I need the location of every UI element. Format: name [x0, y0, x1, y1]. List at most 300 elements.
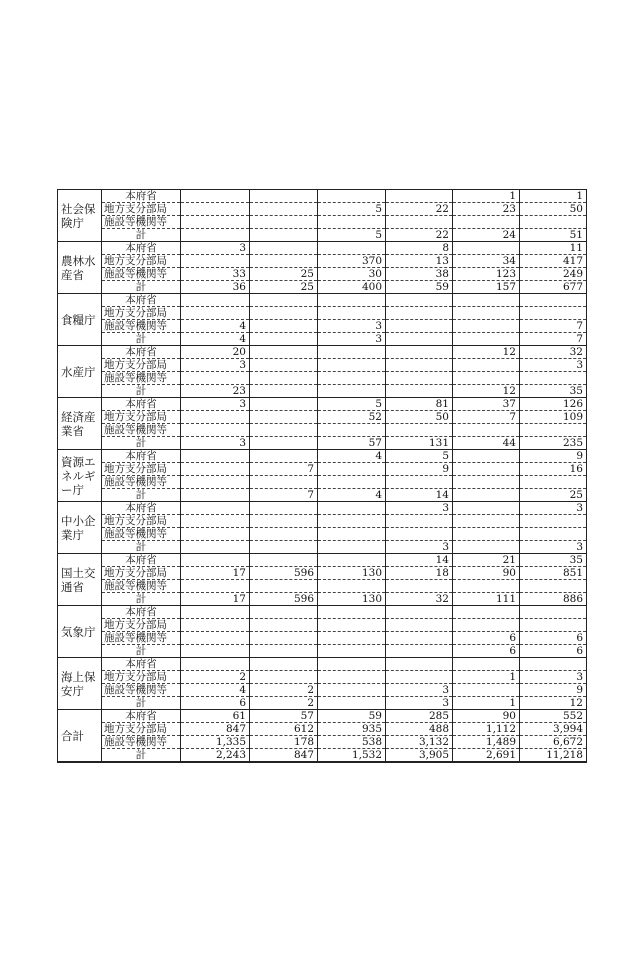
value-cell: 3 [520, 671, 587, 684]
table-row [58, 671, 587, 684]
value-cell [520, 515, 587, 528]
value-cell: 1 [453, 697, 520, 710]
category-cell: 施設等機関等 [102, 580, 181, 593]
value-cell: 130 [318, 567, 386, 580]
value-cell: 488 [386, 723, 453, 736]
value-cell [453, 606, 520, 619]
value-cell: 11 [520, 242, 587, 255]
value-cell [318, 190, 386, 203]
value-cell [318, 645, 386, 658]
value-cell: 35 [520, 554, 587, 567]
table-row [58, 697, 587, 710]
category-cell: 施設等機関等 [102, 684, 181, 697]
value-cell: 538 [318, 736, 386, 749]
table-row [58, 736, 587, 749]
value-cell [250, 372, 318, 385]
value-cell: 400 [318, 281, 386, 294]
value-cell [453, 463, 520, 476]
org-name-cell: 気象庁 [58, 606, 102, 658]
value-cell: 552 [520, 710, 587, 723]
table-row [58, 645, 587, 658]
value-cell: 612 [250, 723, 318, 736]
value-cell [453, 528, 520, 541]
value-cell [453, 515, 520, 528]
value-cell: 61 [181, 710, 250, 723]
value-cell: 3 [318, 333, 386, 346]
data-table [57, 189, 587, 763]
value-cell: 3 [386, 502, 453, 515]
value-cell [181, 645, 250, 658]
value-cell: 50 [386, 411, 453, 424]
value-cell [520, 372, 587, 385]
value-cell [386, 658, 453, 671]
value-cell [318, 385, 386, 398]
category-cell: 本府省 [102, 190, 181, 203]
value-cell [318, 502, 386, 515]
category-cell: 地方支分部局 [102, 515, 181, 528]
category-cell: 施設等機関等 [102, 632, 181, 645]
table-row [58, 658, 587, 671]
value-cell [181, 619, 250, 632]
value-cell: 3 [181, 437, 250, 450]
category-cell: 本府省 [102, 658, 181, 671]
value-cell: 4 [318, 489, 386, 502]
value-cell [181, 203, 250, 216]
value-cell [520, 528, 587, 541]
value-cell: 9 [520, 450, 587, 463]
value-cell [520, 476, 587, 489]
table-row [58, 632, 587, 645]
table-row [58, 346, 587, 359]
value-cell [318, 294, 386, 307]
value-cell [318, 697, 386, 710]
value-cell [453, 619, 520, 632]
value-cell: 130 [318, 593, 386, 606]
table-row [58, 424, 587, 437]
table-row [58, 528, 587, 541]
value-cell: 7 [520, 320, 587, 333]
value-cell [250, 502, 318, 515]
category-cell: 本府省 [102, 346, 181, 359]
value-cell: 178 [250, 736, 318, 749]
value-cell [318, 658, 386, 671]
value-cell [181, 502, 250, 515]
value-cell: 12 [453, 385, 520, 398]
value-cell [250, 437, 318, 450]
value-cell: 14 [386, 554, 453, 567]
value-cell [318, 346, 386, 359]
table-row [58, 320, 587, 333]
value-cell [181, 190, 250, 203]
value-cell: 2 [250, 684, 318, 697]
category-cell: 地方支分部局 [102, 411, 181, 424]
org-name-cell: 食糧庁 [58, 294, 102, 346]
category-cell: 本府省 [102, 710, 181, 723]
org-name-cell: 経済産業省 [58, 398, 102, 450]
value-cell: 23 [181, 385, 250, 398]
value-cell: 12 [453, 346, 520, 359]
value-cell [453, 359, 520, 372]
value-cell: 22 [386, 229, 453, 242]
table-body [58, 190, 587, 763]
value-cell [386, 359, 453, 372]
category-cell: 本府省 [102, 554, 181, 567]
value-cell: 23 [453, 203, 520, 216]
value-cell: 596 [250, 593, 318, 606]
value-cell: 285 [386, 710, 453, 723]
value-cell: 25 [250, 268, 318, 281]
category-cell: 施設等機関等 [102, 424, 181, 437]
value-cell: 51 [520, 229, 587, 242]
value-cell [318, 242, 386, 255]
value-cell: 7 [520, 333, 587, 346]
value-cell: 30 [318, 268, 386, 281]
value-cell: 596 [250, 567, 318, 580]
value-cell: 4 [318, 450, 386, 463]
value-cell [318, 554, 386, 567]
value-cell: 2,691 [453, 749, 520, 763]
value-cell [250, 359, 318, 372]
value-cell [386, 385, 453, 398]
value-cell: 59 [386, 281, 453, 294]
category-cell: 地方支分部局 [102, 359, 181, 372]
value-cell [453, 476, 520, 489]
value-cell [250, 294, 318, 307]
category-cell: 地方支分部局 [102, 619, 181, 632]
org-name-cell: 海上保安庁 [58, 658, 102, 710]
value-cell [453, 424, 520, 437]
value-cell: 6 [453, 645, 520, 658]
value-cell: 109 [520, 411, 587, 424]
value-cell [250, 528, 318, 541]
category-cell: 地方支分部局 [102, 567, 181, 580]
value-cell [181, 476, 250, 489]
table-row [58, 684, 587, 697]
value-cell [250, 190, 318, 203]
value-cell [250, 671, 318, 684]
value-cell [386, 619, 453, 632]
value-cell [386, 580, 453, 593]
value-cell: 3 [318, 320, 386, 333]
value-cell [453, 450, 520, 463]
value-cell: 370 [318, 255, 386, 268]
value-cell: 16 [520, 463, 587, 476]
value-cell [453, 658, 520, 671]
value-cell: 24 [453, 229, 520, 242]
value-cell [318, 632, 386, 645]
value-cell [386, 346, 453, 359]
value-cell [386, 294, 453, 307]
value-cell: 21 [453, 554, 520, 567]
table-row [58, 268, 587, 281]
value-cell [250, 632, 318, 645]
value-cell [181, 229, 250, 242]
table-row [58, 554, 587, 567]
value-cell: 3 [386, 684, 453, 697]
value-cell [181, 632, 250, 645]
value-cell [386, 671, 453, 684]
value-cell: 235 [520, 437, 587, 450]
value-cell [386, 372, 453, 385]
value-cell: 44 [453, 437, 520, 450]
value-cell: 7 [250, 463, 318, 476]
value-cell: 20 [181, 346, 250, 359]
category-cell: 計 [102, 333, 181, 346]
value-cell [250, 476, 318, 489]
table-row [58, 749, 587, 763]
value-cell [250, 541, 318, 554]
value-cell [520, 216, 587, 229]
value-cell: 57 [318, 437, 386, 450]
value-cell [386, 645, 453, 658]
value-cell: 52 [318, 411, 386, 424]
value-cell: 131 [386, 437, 453, 450]
table-row [58, 216, 587, 229]
value-cell [453, 502, 520, 515]
table-row [58, 190, 587, 203]
value-cell [386, 515, 453, 528]
value-cell: 847 [250, 749, 318, 763]
org-name-cell: 社会保険庁 [58, 190, 102, 242]
value-cell [181, 450, 250, 463]
category-cell: 本府省 [102, 450, 181, 463]
value-cell [318, 619, 386, 632]
table-row [58, 229, 587, 242]
value-cell [318, 463, 386, 476]
value-cell [386, 476, 453, 489]
value-cell: 5 [318, 398, 386, 411]
value-cell: 9 [520, 684, 587, 697]
value-cell [453, 294, 520, 307]
table-row [58, 619, 587, 632]
value-cell [250, 203, 318, 216]
category-cell: 計 [102, 437, 181, 450]
table-row [58, 515, 587, 528]
value-cell [318, 515, 386, 528]
category-cell: 施設等機関等 [102, 216, 181, 229]
value-cell: 25 [250, 281, 318, 294]
table-row [58, 489, 587, 502]
value-cell [520, 580, 587, 593]
value-cell [250, 515, 318, 528]
value-cell: 37 [453, 398, 520, 411]
value-cell [250, 619, 318, 632]
value-cell [181, 528, 250, 541]
value-cell [250, 658, 318, 671]
value-cell: 90 [453, 710, 520, 723]
value-cell: 59 [318, 710, 386, 723]
value-cell [250, 450, 318, 463]
value-cell [520, 619, 587, 632]
value-cell [453, 372, 520, 385]
value-cell [181, 515, 250, 528]
table-row [58, 502, 587, 515]
value-cell [386, 320, 453, 333]
value-cell: 32 [386, 593, 453, 606]
category-cell: 施設等機関等 [102, 528, 181, 541]
value-cell: 25 [520, 489, 587, 502]
value-cell: 5 [386, 450, 453, 463]
value-cell: 38 [386, 268, 453, 281]
value-cell: 17 [181, 567, 250, 580]
value-cell [181, 554, 250, 567]
category-cell: 施設等機関等 [102, 372, 181, 385]
category-cell: 本府省 [102, 398, 181, 411]
value-cell [250, 580, 318, 593]
value-cell [250, 255, 318, 268]
value-cell: 1,335 [181, 736, 250, 749]
value-cell [250, 229, 318, 242]
category-cell: 計 [102, 541, 181, 554]
value-cell [453, 684, 520, 697]
category-cell: 本府省 [102, 294, 181, 307]
value-cell [520, 294, 587, 307]
category-cell: 地方支分部局 [102, 255, 181, 268]
value-cell: 33 [181, 268, 250, 281]
category-cell: 施設等機関等 [102, 320, 181, 333]
value-cell: 157 [453, 281, 520, 294]
value-cell [318, 372, 386, 385]
value-cell [318, 541, 386, 554]
value-cell: 3,905 [386, 749, 453, 763]
category-cell: 地方支分部局 [102, 203, 181, 216]
value-cell [453, 580, 520, 593]
value-cell [386, 528, 453, 541]
value-cell: 32 [520, 346, 587, 359]
value-cell: 1 [453, 190, 520, 203]
category-cell: 計 [102, 749, 181, 763]
category-cell: 地方支分部局 [102, 723, 181, 736]
value-cell: 6 [520, 632, 587, 645]
category-cell: 計 [102, 385, 181, 398]
table-row [58, 281, 587, 294]
value-cell [250, 242, 318, 255]
value-cell [318, 684, 386, 697]
org-name-cell: 合計 [58, 710, 102, 763]
value-cell [181, 411, 250, 424]
value-cell: 249 [520, 268, 587, 281]
value-cell [250, 307, 318, 320]
value-cell: 126 [520, 398, 587, 411]
value-cell [453, 541, 520, 554]
value-cell: 1,532 [318, 749, 386, 763]
value-cell [250, 424, 318, 437]
value-cell [318, 476, 386, 489]
value-cell [453, 333, 520, 346]
value-cell [318, 606, 386, 619]
table-row [58, 333, 587, 346]
value-cell [181, 294, 250, 307]
value-cell [453, 307, 520, 320]
org-name-cell: 水産庁 [58, 346, 102, 398]
value-cell [181, 489, 250, 502]
value-cell: 417 [520, 255, 587, 268]
value-cell: 3 [181, 398, 250, 411]
category-cell: 施設等機関等 [102, 476, 181, 489]
value-cell [386, 216, 453, 229]
value-cell: 3 [520, 541, 587, 554]
table-row [58, 359, 587, 372]
category-cell: 計 [102, 281, 181, 294]
value-cell [250, 346, 318, 359]
table-row [58, 567, 587, 580]
value-cell: 14 [386, 489, 453, 502]
category-cell: 計 [102, 697, 181, 710]
value-cell: 6 [181, 697, 250, 710]
value-cell [520, 307, 587, 320]
value-cell [386, 632, 453, 645]
category-cell: 計 [102, 593, 181, 606]
value-cell: 851 [520, 567, 587, 580]
table-row [58, 476, 587, 489]
value-cell: 2 [181, 671, 250, 684]
value-cell: 36 [181, 281, 250, 294]
category-cell: 計 [102, 229, 181, 242]
value-cell: 12 [520, 697, 587, 710]
value-cell: 81 [386, 398, 453, 411]
value-cell: 2,243 [181, 749, 250, 763]
category-cell: 本府省 [102, 242, 181, 255]
value-cell [318, 359, 386, 372]
value-cell: 6 [520, 645, 587, 658]
category-cell: 施設等機関等 [102, 268, 181, 281]
value-cell [250, 320, 318, 333]
category-cell: 本府省 [102, 606, 181, 619]
value-cell [181, 372, 250, 385]
table-row [58, 242, 587, 255]
value-cell: 4 [181, 333, 250, 346]
category-cell: 計 [102, 489, 181, 502]
value-cell: 4 [181, 684, 250, 697]
category-cell: 施設等機関等 [102, 736, 181, 749]
value-cell: 5 [318, 203, 386, 216]
table-row [58, 450, 587, 463]
value-cell: 4 [181, 320, 250, 333]
value-cell: 34 [453, 255, 520, 268]
value-cell [453, 242, 520, 255]
value-cell [453, 216, 520, 229]
table-row [58, 710, 587, 723]
value-cell: 3,994 [520, 723, 587, 736]
table-row [58, 411, 587, 424]
value-cell [250, 398, 318, 411]
table-row [58, 255, 587, 268]
value-cell [181, 424, 250, 437]
value-cell [181, 463, 250, 476]
value-cell: 6,672 [520, 736, 587, 749]
value-cell: 6 [453, 632, 520, 645]
value-cell: 3 [520, 359, 587, 372]
value-cell: 3 [181, 242, 250, 255]
value-cell: 11,218 [520, 749, 587, 763]
value-cell: 1,112 [453, 723, 520, 736]
table-row [58, 606, 587, 619]
category-cell: 地方支分部局 [102, 307, 181, 320]
value-cell [318, 528, 386, 541]
value-cell: 8 [386, 242, 453, 255]
value-cell [250, 385, 318, 398]
value-cell: 22 [386, 203, 453, 216]
value-cell: 3 [181, 359, 250, 372]
org-name-cell: 国土交通省 [58, 554, 102, 606]
value-cell: 3 [386, 541, 453, 554]
table-row [58, 294, 587, 307]
value-cell [386, 606, 453, 619]
value-cell: 35 [520, 385, 587, 398]
value-cell [181, 580, 250, 593]
value-cell: 13 [386, 255, 453, 268]
table-row [58, 398, 587, 411]
